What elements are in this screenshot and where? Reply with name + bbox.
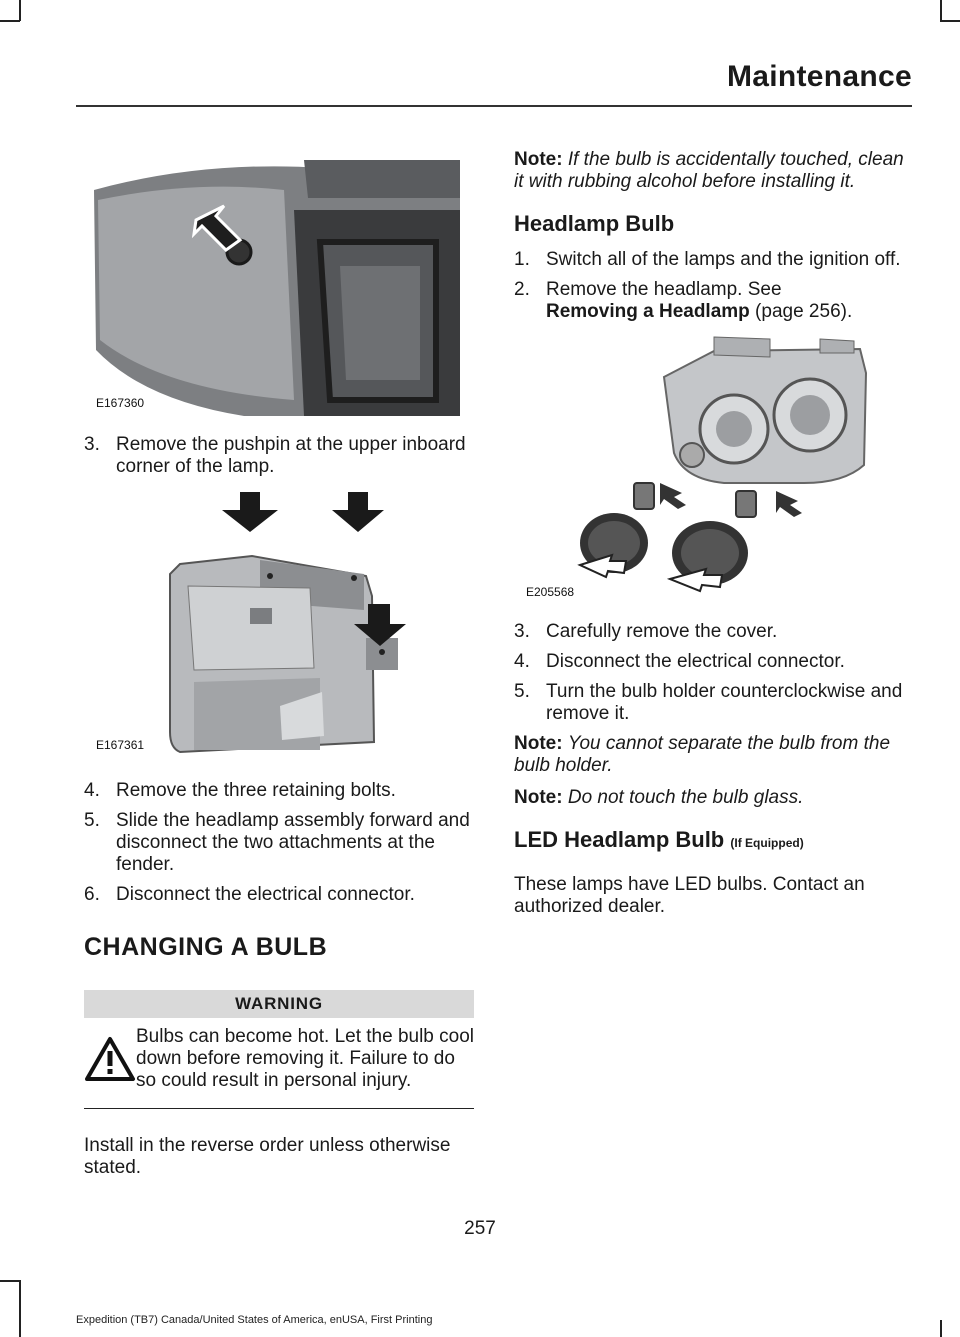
step-text-after: (page 256). [749,301,853,322]
crop-mark [19,0,21,21]
crop-mark [19,1280,21,1337]
right-column [514,149,908,918]
cross-reference-link[interactable]: Removing a Headlamp [546,301,750,322]
right-step-2 [514,279,908,323]
step-text: Turn the bulb holder counterclockwise and remove it. [546,681,903,724]
headlamp-bolts-illustration [84,492,462,760]
figure-e167361 [84,492,462,760]
figure-e167360 [84,150,462,418]
warning-text [84,1026,474,1092]
step-number: 4. [84,780,100,801]
step-text: Remove the three retaining bolts. [116,780,396,801]
left-column [84,150,474,1179]
left-step-4 [84,780,474,802]
step-text [546,279,908,323]
step-text-before: Remove the headlamp. See [546,279,782,300]
step-number: 3. [514,621,530,642]
headlamp-bulb-removal-illustration [514,333,894,607]
step-text: Remove the pushpin at the upper inboard corner of the lamp. [116,434,466,477]
step-text: Carefully remove the cover. [546,621,778,642]
crop-mark [940,1320,942,1337]
step-text: Disconnect the electrical connector. [116,884,415,905]
edition-footer: Expedition (TB7) Canada/United States of America, enUSA, First Printing [76,1314,433,1326]
crop-mark [0,1280,20,1282]
led-headlamp-heading [514,829,908,854]
led-text: These lamps have LED bulbs. Contact an authorized dealer. [514,874,865,917]
warning-body [84,1026,474,1092]
note-label: Note: [514,787,563,808]
warning-text-content: Bulbs can become hot. Let the bulb cool down before removing it. Failure to do so could result in personal injury. [136,1026,475,1091]
led-heading-suffix: (If Equipped) [730,836,804,850]
step-number: 5. [514,681,530,702]
warning-rule [84,1108,474,1109]
left-step-3 [84,434,474,478]
crop-mark [940,20,960,22]
left-step-5 [84,810,474,876]
figure-id: E205568 [526,585,575,599]
right-step-1 [514,249,908,271]
warning-box [84,990,474,1109]
header-rule [76,105,912,107]
headlamp-bulb-heading: Headlamp Bulb [514,211,675,236]
warning-label: WARNING [84,990,474,1018]
right-step-5 [514,681,908,725]
step-text: Disconnect the electrical connector. [546,651,845,672]
note [514,733,908,777]
crop-mark [0,20,20,22]
page-title: Maintenance [726,60,912,93]
figure-e205568 [514,333,894,607]
note-text: You cannot separate the bulb from the bulb holder. [514,733,891,776]
right-step-3 [514,621,908,643]
note [514,787,908,809]
note-text: Do not touch the bulb glass. [567,787,804,808]
step-number: 2. [514,279,530,300]
step-number: 1. [514,249,530,270]
note-label: Note: [514,733,563,754]
section-heading: CHANGING A BULB [84,933,328,961]
step-number: 4. [514,651,530,672]
page-number: 257 [464,1218,496,1239]
figure-id: E167360 [96,396,145,410]
step-number: 6. [84,884,100,905]
step-text: Switch all of the lamps and the ignition off. [546,249,901,270]
note [514,149,908,193]
step-number: 3. [84,434,100,455]
fender-lamp-illustration [84,150,462,418]
step-number: 5. [84,810,100,831]
left-step-6 [84,884,474,906]
install-text: Install in the reverse order unless otherwise stated. [84,1135,451,1178]
right-step-4 [514,651,908,673]
note-text: If the bulb is accidentally touched, clean it with rubbing alcohol before installing it. [514,149,904,192]
crop-mark [940,0,942,21]
figure-id: E167361 [96,738,145,752]
led-heading-text: LED Headlamp Bulb [514,827,725,852]
note-label: Note: [514,149,563,170]
step-text: Slide the headlamp assembly forward and disconnect the two attachments at the fender. [116,810,470,875]
warning-triangle-icon [84,1036,136,1082]
